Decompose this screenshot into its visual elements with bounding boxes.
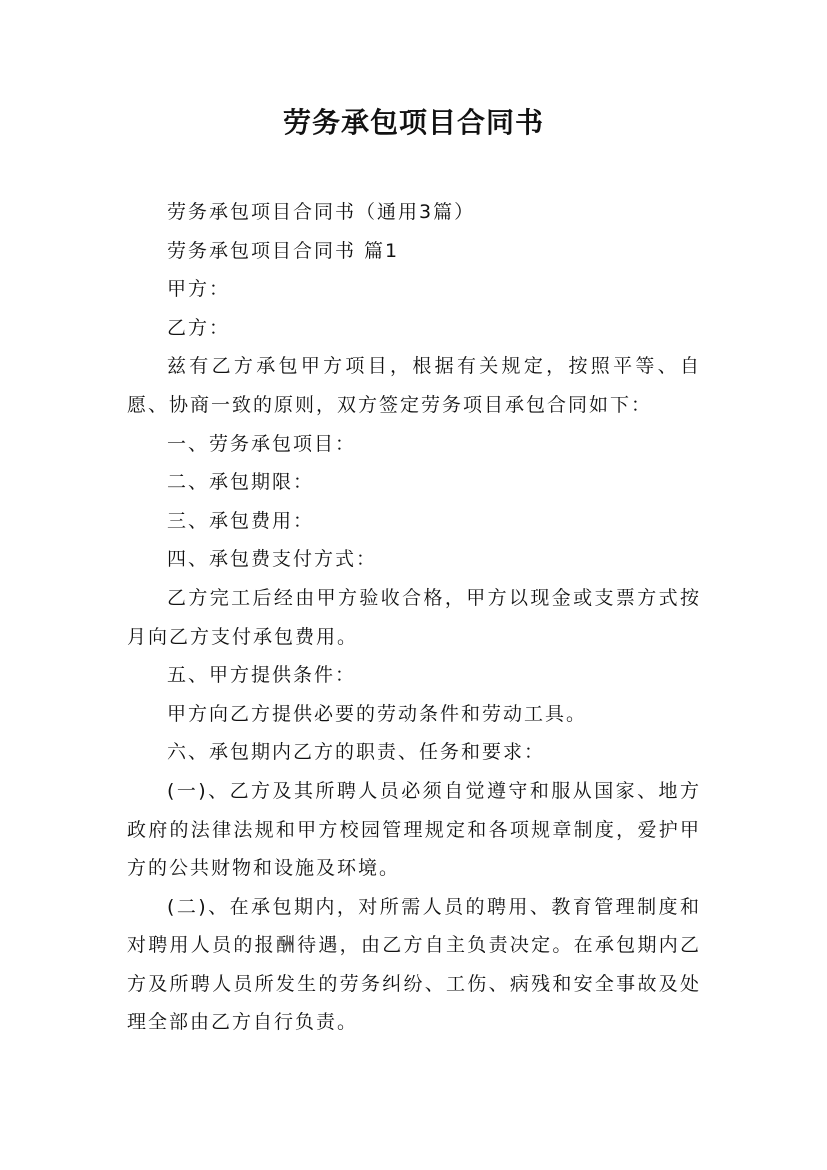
document-body bbox=[127, 193, 701, 1042]
paragraph-clause-5-body: 甲方向乙方提供必要的劳动条件和劳动工具。 bbox=[167, 702, 588, 725]
paragraph-clause-6: 六、承包期内乙方的职责、任务和要求： bbox=[167, 741, 546, 764]
paragraph-section-heading: 劳务承包项目合同书 篇1 bbox=[167, 239, 400, 262]
paragraph-party-a: 甲方： bbox=[167, 278, 231, 301]
paragraph-party-b: 乙方： bbox=[167, 316, 231, 339]
paragraph-clause-4-body: 乙方完工后经由甲方验收合格，甲方以现金或支票方式按月向乙方支付承包费用。 bbox=[127, 586, 701, 648]
paragraph-clause-6-item-2: (二)、在承包期内，对所需人员的聘用、教育管理制度和对聘用人员的报酬待遇，由乙方自主负责决定。在承包期内乙方及所聘人员所发生的劳务纠纷、工伤、病残和安全事故及处理全部由乙方自行负责。 bbox=[127, 895, 701, 1034]
document-title: 劳务承包项目合同书 bbox=[282, 106, 544, 139]
paragraph-clause-3: 三、承包费用： bbox=[167, 509, 315, 532]
paragraph-preamble: 兹有乙方承包甲方项目，根据有关规定，按照平等、自愿、协商一致的原则，双方签定劳务项目承包合同如下： bbox=[127, 355, 701, 416]
paragraph-clause-4: 四、承包费支付方式： bbox=[167, 548, 378, 571]
paragraph-subtitle: 劳务承包项目合同书（通用3篇） bbox=[167, 201, 476, 223]
paragraph-clause-1: 一、劳务承包项目： bbox=[167, 432, 357, 455]
paragraph-clause-5: 五、甲方提供条件： bbox=[167, 664, 357, 687]
paragraph-clause-2: 二、承包期限： bbox=[167, 471, 315, 494]
paragraph-clause-6-item-1: (一)、乙方及其所聘人员必须自觉遵守和服从国家、地方政府的法律法规和甲方校园管理规定和各项规章制度，爱护甲方的公共财物和设施及环境。 bbox=[127, 779, 701, 880]
